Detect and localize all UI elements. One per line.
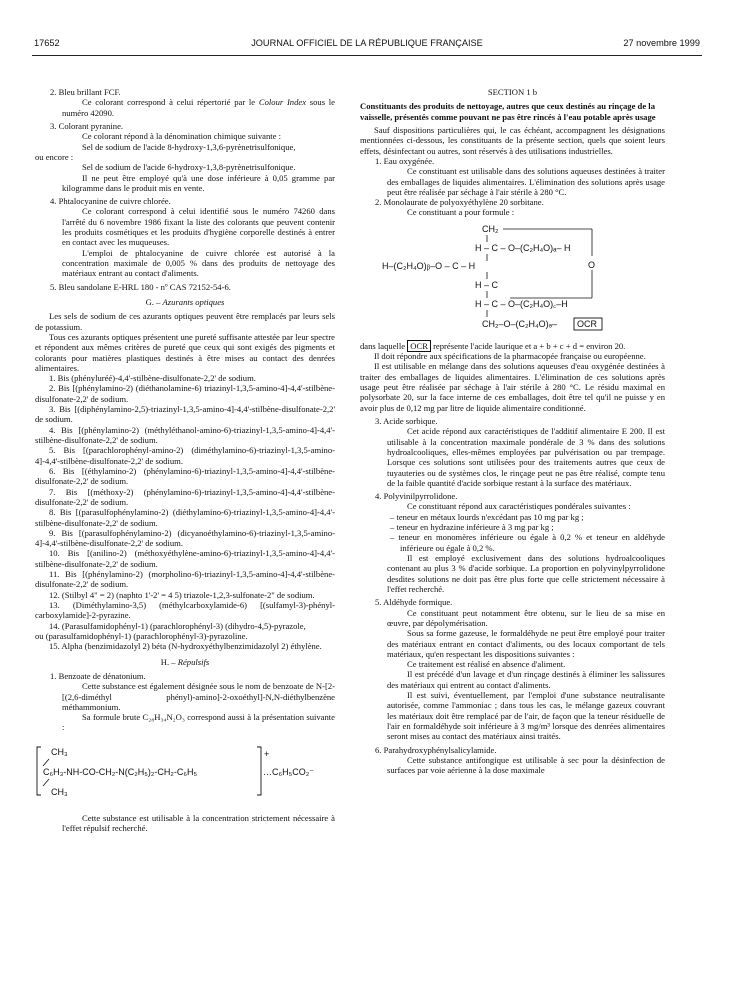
formula-ocr-box: OCR <box>577 318 597 329</box>
formula-ch3-top: CH₃ <box>51 746 68 757</box>
list-item: – teneur en métaux lourds n'excédant pas 10 mg par kg ; <box>390 511 584 522</box>
journal-title: JOURNAL OFFICIEL DE LA RÉPUBLIQUE FRANÇAISE <box>251 38 483 48</box>
r-item-5-text: Sous sa forme gazeuse, le formaldéhyde ne peut être employé pour traiter des matériaux entrant en contact d'aliments, ou des locaux comportant de tels matériaux, qu'en respectant les dispositions suivantes : <box>387 628 665 659</box>
section-g-text: Tous ces azurants optiques présentent une pureté suffisante attestée par leur spectre et répondent aux mêmes critères de pureté que ceux qui sont exigés des pigments et colorants pour matières plastiques destinés à être mises au contact des denrées alimentaires. <box>35 331 335 373</box>
item-5-title: 5. Bleu sandolane E-HRL 180 - nº CAS 72152-54-6. <box>50 281 231 292</box>
item-4-text: L'emploi de phtalocyanine de cuivre chlorée est autorisé à la concentration maximale de 0,005 % dans des produits de nettoyage des matériaux entrant au contact d'aliments. <box>62 247 335 279</box>
header-rule <box>32 55 702 56</box>
list-item: 14. (Parasulfamidophényl-1) (parachlorophényl-3) (dihydro-4,5)-pyrazole, <box>49 620 306 631</box>
list-item: 8. Bis [(parasulfophénylamino-2) (diéthylamino-6)-triazinyl-1,3,5-amino-4]-4,4'-stilbène-disulfonate-2,2' de sodium. <box>35 507 335 528</box>
r-item-5-text: Ce constituant peut notamment être obtenu, sur le lieu de sa mise en œuvre, par dépolymérisation. <box>387 607 665 628</box>
right-column <box>360 87 665 776</box>
item-4-text: Ce colorant correspond à celui identifié sous le numéro 74260 dans l'arrêté du 6 novembre 1986 fixant la liste des colorants que peuvent contenir les produits cosmétiques et les produits d'hygiène corporelle destinés à entrer en contact avec les muqueuses. <box>62 206 335 248</box>
left-column <box>35 87 335 833</box>
r-item-4-text: Ce constituant répond aux caractéristiques pondérales suivantes : <box>407 501 631 512</box>
list-item: 11. Bis [(phénylamino-2) (morpholino-6)-triazinyl-1,3,5-amino-4]-4,4'-stilbène-disulfonate-2,2' de sodium. <box>35 569 335 590</box>
list-item: 13. (Diméthylamino-3,5) (méthylcarboxylamide-6) [(sulfamyl-3)-phényl-carboxylamide]-2-pyrazine. <box>35 600 335 621</box>
section-g-text: Les sels de sodium de ces azurants optiques peuvent être remplacés par leurs sels de potassium. <box>35 311 335 332</box>
r-item-2-text: Ce constituant a pour formule : <box>407 207 515 218</box>
r-item-5-text: Il est suivi, éventuellement, par l'emploi d'une substance neutralisante autorisée, comme l'ammoniac ; dans tous les cas, le mélange gazeux couvrant les matériaux doit être remplacé par de l'air, de façon que la teneur résiduelle de l'air en formaldéhyde soit inférieure à 3 mg/m³ lorsque des denrées alimentaires seront mises au contact des matériaux ainsi traités. <box>387 690 665 742</box>
page-number: 17652 <box>34 38 60 48</box>
list-item: 7. Bis [(méthoxy-2) (phénylamino-6)-triazinyl-1,3,5-amino-4]-4,4'-stilbène-disulfonate-2,2' de sodium. <box>35 486 335 507</box>
list-item: 15. Alpha (benzimidazolyl 2) béta (N-hydroxyéthylbenzimidazolyl 2) éthylène. <box>49 641 322 652</box>
item-2-body: Ce colorant correspond à celui répertorié par le Colour Index sous le numéro 42090. <box>62 97 336 118</box>
r-item-1-text: Ce constituant est utilisable dans des solutions aqueuses destinées à traiter des emballages de liquides alimentaires. L'élimination des solutions après usage peut être réalisée par séchage à l'air stérile à 280 °C. <box>387 166 665 197</box>
denatonium-formula <box>35 737 335 807</box>
r-item-5-text: Il est précédé d'un lavage et d'un rinçage destinés à éliminer les salissures des matériaux qui entrent au contact d'aliments. <box>387 669 665 690</box>
h-item-1-text: Sa formule brute C₂₈H₃₄N₂O₃ correspond aussi à la présentation suivante : <box>62 712 335 733</box>
r-item-3-title: 3. Acide sorbique. <box>375 415 438 426</box>
r-item-1-title: 1. Eau oxygénée. <box>375 155 435 166</box>
r-item-5-text: Ce traitement est réalisé en absence d'aliment. <box>407 659 566 670</box>
r-item-4-title: 4. Polyvinilpyrrolidone. <box>375 491 458 502</box>
list-item: 5. Bis [(parachlorophényl-amino-2) (diméthylamino-6)-triazinyl-1,3,5-amino-4]-4,4'-stilbène-disulfonate-2,2' de sodium. <box>35 445 335 466</box>
formula-ch2: CH₂ <box>482 223 499 234</box>
r-item-2-text: Il doit répondre aux spécifications de la pharmacopée française ou européenne. <box>374 351 646 362</box>
item-3-text: ou encore : <box>35 151 74 162</box>
formula-row-2: H–(C₂H₄O)ᵦ–O – C – H <box>382 260 476 271</box>
h-item-1-text: Cette substance est également désignée sous le nom de benzoate de N-[2-[(2,6-diméthyl phényl)-amino]-2-oxoéthyl]-N,N-diéthylbenzène méthammonium. <box>62 681 335 712</box>
r-item-5-title: 5. Aldéhyde formique. <box>375 597 453 608</box>
list-item: 6. Bis [(éthylamino-2) (phénylamino-6)-triazinyl-1,3,5-amino-4]-4,4'-stilbène-disulfonate-2,2' de sodium. <box>35 465 335 487</box>
section-g-heading: G. – Azurants optiques <box>145 296 225 307</box>
r-item-3-text: Cet acide répond aux caractéristiques de l'additif alimentaire E 200. Il est utilisable à la concentration maximale pondérale de 3 % dans des solutions hydroalcooliques, elles-mêmes employées par pulvérisation ou par trempage. Lorsque ces solutions sont utilisées pour des traitements autres que ceux de tuyauteries ou de systèmes clos, le rinçage peut ne pas être réalisé, compte tenu de la faible quantité d'acide sorbique restant à la surface des matériaux. <box>387 426 665 488</box>
formula-anion: …C₆H₅CO₂⁻ <box>263 766 314 777</box>
formula-row-5: CH₂–O–(C₂H₄O)ₔ– <box>482 318 558 329</box>
list-item: 12. (Stilbyl 4" = 2) (naphto 1'-2' = 4 5) triazole-1,2,3-sulfonate-2" de sodium. <box>49 589 315 600</box>
page-header <box>34 38 700 52</box>
list-item: 4. Bis [(phénylamino-2) (méthyléthanol-amino-6)-triazinyl-1,3,5-amino-4]-4,4'-stilbène-disulfonate-2,2' de sodium. <box>35 424 335 445</box>
formula-row-4: H – C – O–(C₂H₄O)꜀–H <box>475 298 568 309</box>
section-intro: Sauf dispositions particulières qui, le cas échéant, accompagnent les désignations mentionnées ci-dessous, les constituants de la présente section, quels que soient leurs effets, désinfectant ou autres, sont réservés à des utilisations industrielles. <box>360 124 665 156</box>
list-item: 10. Bis [(anilino-2) (méthoxyéthylène-amino-6)-triazinyl-1,3,5-amino-4]-4,4'-stilbène-disulfonate-2,2' de sodium. <box>35 548 335 569</box>
item-3-text: Il ne peut être employé qu'à une dose inférieure à 0,05 gramme par kilogramme dans le produit mis en vente. <box>62 172 335 193</box>
r-item-2-text: Il est utilisable en mélange dans des solutions aqueuses d'eau oxygénée destinées à traiter des emballages de liquides alimentaires. L'élimination de ces solutions après usage peut être réalisée par séchage à l'air stérile à 280 °C. Le résidu maximal en polysorbate 20, sur la face interne de ces emballages, doit être tel qu'il ne puisse y en avoir plus de 0,12 mg par litre de liquide alimentaire conditionné. <box>360 361 665 413</box>
formula-row-1: H – C – O–(C₂H₄O)ₐ– H <box>475 242 571 253</box>
item-3-text: Ce colorant répond à la dénomination chimique suivante : <box>82 131 282 142</box>
list-item: 2. Bis [(phénylamino-2) (diéthanolamine-6) triazinyl-1,3,5-amino-4]-4,4'-stilbène-disulfonate-2,2' de sodium. <box>35 383 335 404</box>
polysorbate-formula <box>360 220 660 338</box>
formula-row-3: H – C <box>475 279 499 290</box>
brightener-list <box>35 373 335 651</box>
r-item-4-text: Il est employé exclusivement dans des solutions hydroalcooliques contenant au plus 3 % d'acide sorbique. La proportion en polyvinylpyrrolidone desdites solutions ne doit pas être plus forte que celle strictement nécessaire à l'effet recherché. <box>387 553 665 594</box>
item-3-title: 3. Colorant pyranine. <box>50 120 124 131</box>
issue-date: 27 novembre 1999 <box>623 38 700 48</box>
r-item-6-title: 6. Parahydroxyphénylsalicylamide. <box>375 744 497 755</box>
item-3-text: Sel de sodium de l'acide 6-hydroxy-1,3,8-pyrènetrisulfonique. <box>82 162 296 173</box>
item-2-title: 2. Bleu brillant FCF. <box>50 87 121 97</box>
section-title: Constituants des produits de nettoyage, autres que ceux destinés au rinçage de la vaisselle, présentés comme pouvant ne pas être rincés à l'eau potable après usage <box>360 101 656 122</box>
r-item-2-title: 2. Monolaurate de polyoxyéthylène 20 sorbitane. <box>375 197 544 208</box>
formula-ch3-bottom: CH₃ <box>51 786 68 797</box>
section-h-heading: H. – Répulsifs <box>160 656 210 667</box>
ocr-box: OCR <box>407 340 431 352</box>
r-item-6-text: Cette substance antifongique est utilisable à sec pour la désinfection de surfaces par voie aérienne à la dose maximale <box>387 754 665 776</box>
h-item-1-title: 1. Benzoate de dénatonium. <box>50 670 146 681</box>
item-4-title: 4. Phtalocyanine de cuivre chlorée. <box>50 196 171 207</box>
formula-ring-oxygen: O <box>588 259 596 270</box>
list-item: ou (parasulfamidophényl-1) (parachlorophényl-3)-pyrazoline. <box>35 630 248 641</box>
list-item: 9. Bis [(parasulfophénylamino-2) (dicyanoéthylamino-6)-triazinyl-1,3,5-amino-4]-4,4'-stilbène-disulfonate-2,2' de sodium. <box>35 527 335 549</box>
h-item-1-text: Cette substance est utilisable à la concentration strictement nécessaire à l'effet répulsif recherché. <box>62 812 335 834</box>
formula-charge: + <box>264 748 270 759</box>
list-item: – teneur en hydrazine inférieure à 3 mg par kg ; <box>390 522 554 533</box>
r-item-2-text: dans laquelle OCR représente l'acide laurique et a + b + c + d = environ 20. <box>360 340 626 351</box>
item-3-text: Sel de sodium de l'acide 8-hydroxy-1,3,6-pyrènetrisulfonique, <box>82 141 296 152</box>
formula-main-chain: C₆H₃-NH-CO-CH₂-N(C₂H₅)₂-CH₂-C₆H₅ <box>43 766 198 777</box>
list-item: – teneur en monomères inférieure ou égale à 0,2 % et teneur en aldéhyde inférieure ou égale à 0,2 %. <box>390 532 665 553</box>
list-item: 1. Bis (phényluréé)-4,4'-stilbène-disulfonate-2,2' de sodium. <box>49 373 256 384</box>
section-heading: SECTION 1 b <box>487 87 538 97</box>
list-item: 3. Bis [(diphénylamino-2,5)-triazinyl-1,3,5-amino-4]-4,4'-stilbène-disulfonate-2,2' de sodium. <box>35 404 335 425</box>
